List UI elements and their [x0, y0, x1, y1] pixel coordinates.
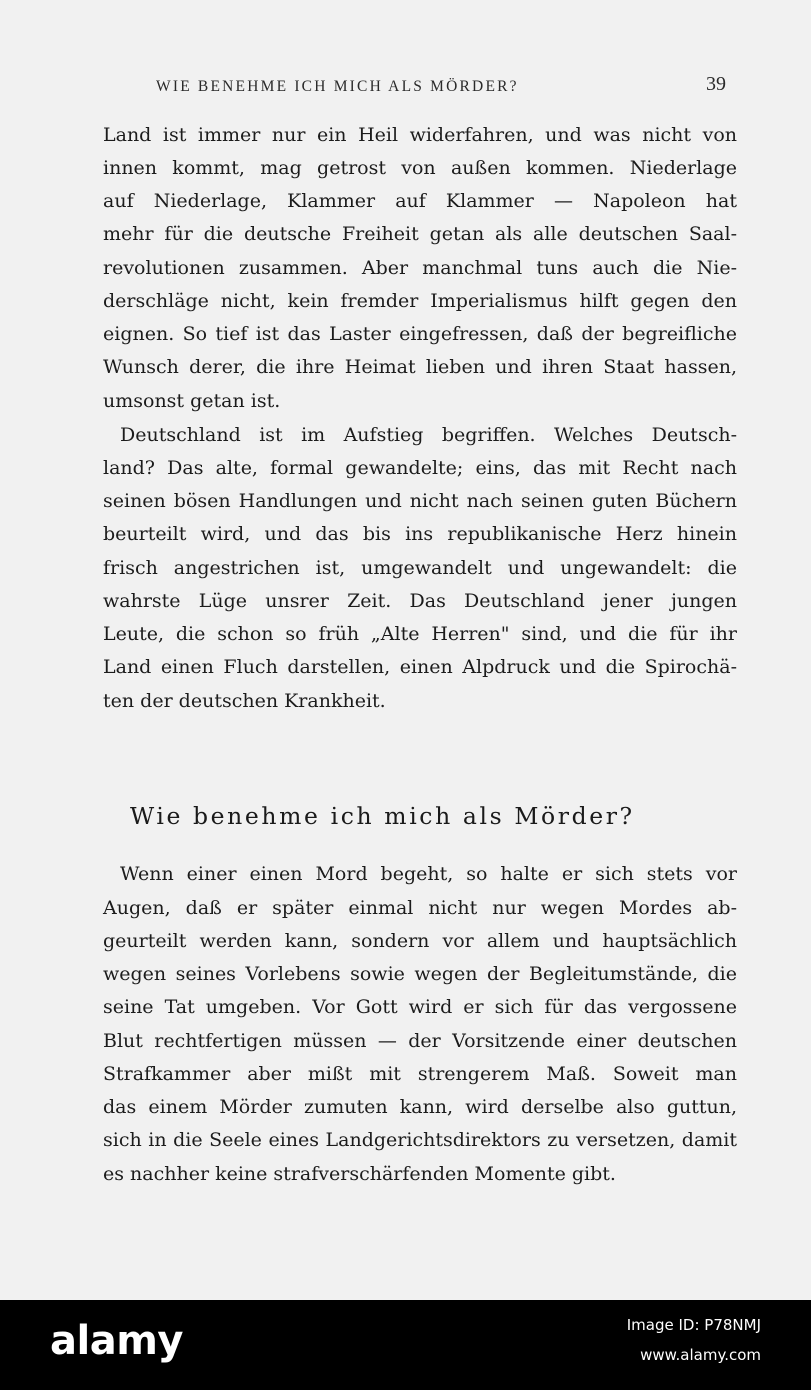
text-line: sich in die Seele eines Landgerichtsdirektors zu versetzen, damit: [103, 1129, 737, 1151]
text-line: eignen. So tief ist das Laster eingefressen, daß der begreifliche: [103, 323, 737, 345]
text-line: seinen bösen Handlungen und nicht nach seinen guten Büchern: [103, 490, 737, 512]
page-number: 39: [706, 73, 726, 95]
text-line: das einem Mörder zumuten kann, wird derselbe also guttun,: [103, 1096, 737, 1118]
section-heading: Wie benehme ich mich als Mörder?: [130, 802, 635, 830]
stock-footer-bar: [0, 1300, 811, 1390]
text-line: beurteilt wird, und das bis ins republikanische Herz hinein: [103, 523, 737, 545]
text-line: seine Tat umgeben. Vor Gott wird er sich für das vergossene: [103, 996, 737, 1018]
site-url: www.alamy.com: [640, 1346, 761, 1364]
text-line: Land ist immer nur ein Heil widerfahren, und was nicht von: [103, 124, 737, 146]
text-line: frisch angestrichen ist, umgewandelt und ungewandelt: die: [103, 557, 737, 579]
text-line: Blut rechtfertigen müssen — der Vorsitzende einer deutschen: [103, 1030, 737, 1052]
text-line: innen kommt, mag getrost von außen kommen. Niederlage: [103, 157, 737, 179]
text-line: derschläge nicht, kein fremder Imperialismus hilft gegen den: [103, 290, 737, 312]
running-head: WIE BENEHME ICH MICH ALS MÖRDER?: [156, 78, 519, 95]
text-line: Wunsch derer, die ihre Heimat lieben und ihren Staat hassen,: [103, 356, 737, 378]
text-line: auf Niederlage, Klammer auf Klammer — Napoleon hat: [103, 190, 737, 212]
text-line: Land einen Fluch darstellen, einen Alpdruck und die Spirochä-: [103, 656, 737, 678]
text-line: Augen, daß er später einmal nicht nur wegen Mordes ab-: [103, 897, 737, 919]
text-line: mehr für die deutsche Freiheit getan als alle deutschen Saal-: [103, 223, 737, 245]
text-line: umsonst getan ist.: [103, 390, 281, 412]
text-line: ten der deutschen Krankheit.: [103, 690, 386, 712]
text-line: Deutschland ist im Aufstieg begriffen. Welches Deutsch-: [120, 424, 737, 446]
text-line: es nachher keine strafverschärfenden Momente gibt.: [103, 1163, 616, 1185]
text-line: Strafkammer aber mißt mit strengerem Maß. Soweit man: [103, 1063, 737, 1085]
text-line: wahrste Lüge unsrer Zeit. Das Deutschland jener jungen: [103, 590, 737, 612]
text-line: wegen seines Vorlebens sowie wegen der Begleitumstände, die: [103, 963, 737, 985]
text-line: Leute, die schon so früh „Alte Herren" sind, und die für ihr: [103, 623, 737, 645]
text-line: revolutionen zusammen. Aber manchmal tuns auch die Nie-: [103, 257, 737, 279]
text-line: geurteilt werden kann, sondern vor allem und hauptsächlich: [103, 930, 737, 952]
text-line: Wenn einer einen Mord begeht, so halte er sich stets vor: [120, 863, 737, 885]
alamy-logo: alamy: [50, 1318, 183, 1364]
text-line: land? Das alte, formal gewandelte; eins, das mit Recht nach: [103, 457, 737, 479]
image-id-label: Image ID: P78NMJ: [626, 1316, 761, 1334]
